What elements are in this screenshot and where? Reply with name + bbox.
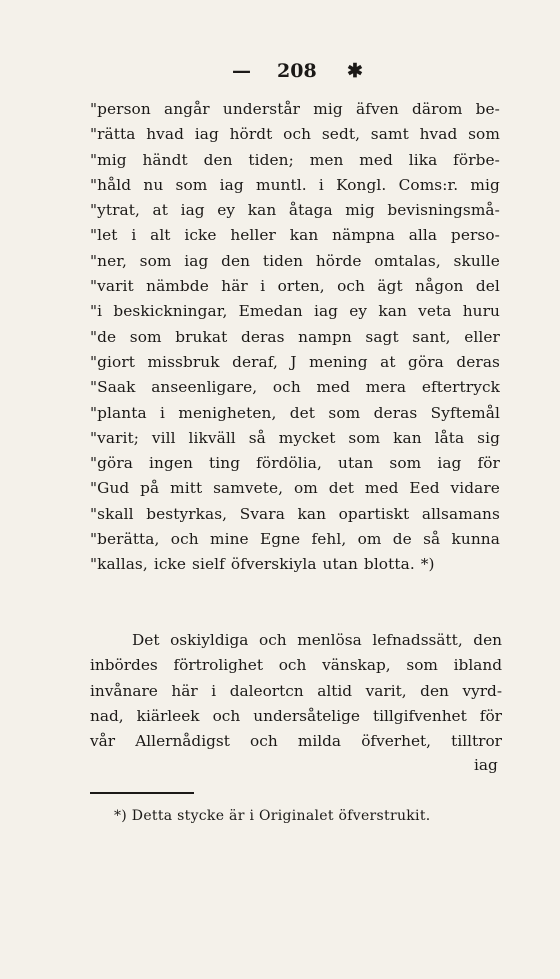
quote-line: "varit; vill likväll så mycket som kan låta sig [90, 428, 500, 447]
quote-line: "rätta hvad iag hördt och sedt, samt hvad som [90, 125, 500, 144]
quote-line: "person angår understår mig äfven därom be- [90, 100, 500, 118]
paragraph-line: vår Allernådigst och milda öfverhet, tilltror [90, 732, 502, 751]
quote-line: "berätta, och mine Egne fehl, om de så kunna [90, 530, 500, 549]
quote-line: "ytrat, at iag ey kan åtaga mig bevisningsmå- [90, 201, 500, 220]
body-paragraph [90, 628, 502, 754]
quote-line: "ner, som iag den tiden hörde omtalas, skulle [90, 251, 500, 270]
page-header [0, 60, 560, 88]
quote-line: "göra ingen ting fördölia, utan som iag för [90, 454, 500, 473]
quote-line: "Gud på mitt samvete, om det med Eed vidare [90, 479, 500, 498]
quote-line: "kallas, icke sielf öfverskiyla utan blotta. *) [90, 555, 435, 574]
quoted-testimony [90, 97, 500, 578]
quote-line: "de som brukat deras nampn sagt sant, eller [90, 327, 500, 346]
quote-line: "håld nu som iag muntl. i Kongl. Coms:r. mig [90, 175, 500, 194]
footnote: *) Detta stycke är i Originalet öfverstrukit. [114, 808, 431, 824]
paragraph-line: invånare här i daleortcn altid varit, den vyrd- [90, 681, 502, 700]
header-ornament: ✱ [347, 60, 363, 82]
quote-line: "planta i menigheten, det som deras Syftemål [90, 403, 500, 422]
quote-line: "mig händt den tiden; men med lika förbe- [90, 150, 500, 169]
quote-line: "varit nämbde här i orten, och ägt någon del [90, 277, 500, 296]
quote-line: "i beskickningar, Emedan iag ey kan veta huru [90, 302, 500, 321]
header-dash-left: — [232, 60, 251, 82]
catchword: iag [474, 756, 498, 774]
page-number: 208 [277, 60, 317, 82]
quote-line: "skall bestyrkas, Svara kan opartiskt allsamans [90, 504, 500, 523]
quote-line: "let i alt icke heller kan nämpna alla perso- [90, 226, 500, 245]
quote-line: "Saak anseenligare, och med mera eftertryck [90, 378, 500, 397]
quote-line: "giort missbruk deraf, J mening at göra deras [90, 352, 500, 371]
paragraph-line: nad, kiärleek och undersåtelige tillgifvenhet för [90, 706, 502, 725]
footnote-rule [90, 792, 194, 794]
paragraph-line: Det oskiyldiga och menlösa lefnadssätt, den [132, 631, 502, 649]
paragraph-line: inbördes förtrolighet och vänskap, som ibland [90, 656, 502, 675]
